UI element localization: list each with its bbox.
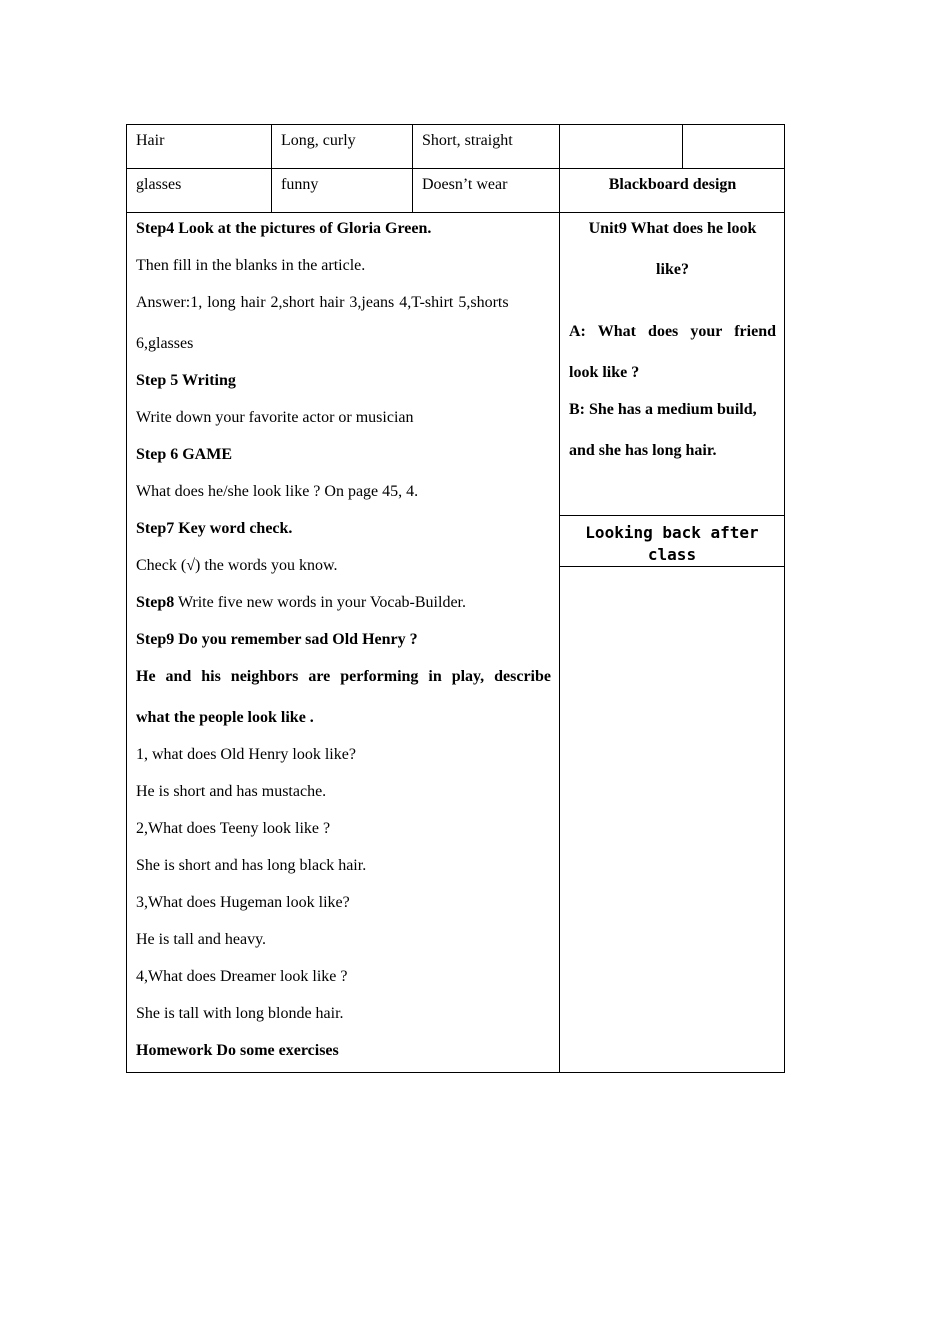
step9-title: Step9 Do you remember sad Old Henry ?	[136, 631, 418, 648]
cell-empty-1	[560, 125, 683, 169]
step7-title: Step7 Key word check.	[136, 520, 293, 537]
answer-4: She is tall with long blonde hair.	[136, 1005, 344, 1022]
step4-answer-line2: 6,glasses	[136, 335, 194, 352]
looking-back-empty-cell	[560, 567, 785, 1073]
question-2: 2,What does Teeny look like ?	[136, 820, 331, 837]
blackboard-design-header: Blackboard design	[560, 169, 785, 213]
step9-desc-line1: He and his neighbors are performing in play, describe	[136, 668, 551, 685]
table-row	[127, 169, 785, 213]
step9-desc-line2: what the people look like .	[136, 709, 314, 726]
board-title-line2: like?	[656, 261, 689, 278]
table-row	[127, 125, 785, 169]
board-title-line1: Unit9 What does he look	[588, 220, 757, 237]
step8-label: Step8	[136, 594, 175, 611]
board-answer-line1: B: She has a medium build,	[569, 401, 757, 418]
step4-answer-line1: Answer:1, long hair 2,short hair 3,jeans 4,T-shirt 5,shorts	[136, 294, 509, 311]
board-question-line2: look like ?	[569, 364, 640, 381]
question-4: 4,What does Dreamer look like ?	[136, 968, 348, 985]
question-1: 1, what does Old Henry look like?	[136, 746, 356, 763]
step6-text: What does he/she look like ? On page 45, 4.	[136, 483, 419, 500]
step5-title: Step 5 Writing	[136, 372, 236, 389]
question-3: 3,What does Hugeman look like?	[136, 894, 350, 911]
lesson-plan-table	[126, 124, 785, 1073]
cell-long-curly: Long, curly	[272, 125, 413, 169]
step4-title: Step4 Look at the pictures of Gloria Green.	[136, 220, 432, 237]
blackboard-cell	[560, 213, 785, 516]
step4-instruction: Then fill in the blanks in the article.	[136, 257, 366, 274]
step8-line	[136, 592, 551, 614]
board-answer-line2: and she has long hair.	[569, 442, 717, 459]
board-question-line1: A: What does your friend	[569, 323, 776, 340]
step6-title: Step 6 GAME	[136, 446, 232, 463]
cell-hair: Hair	[127, 125, 272, 169]
cell-doesnt-wear: Doesn’t wear	[413, 169, 560, 213]
step8-text: Write five new words in your Vocab-Builder.	[174, 594, 466, 611]
looking-back-header: Looking back after class	[560, 516, 785, 567]
cell-funny: funny	[272, 169, 413, 213]
procedure-cell	[127, 213, 560, 1073]
answer-1: He is short and has mustache.	[136, 783, 327, 800]
cell-short-straight: Short, straight	[413, 125, 560, 169]
cell-empty-2	[683, 125, 785, 169]
homework-line: Homework Do some exercises	[136, 1042, 339, 1059]
cell-glasses: glasses	[127, 169, 272, 213]
table-row	[127, 213, 785, 516]
step7-text: Check (√) the words you know.	[136, 557, 338, 574]
answer-3: He is tall and heavy.	[136, 931, 267, 948]
step5-text: Write down your favorite actor or musician	[136, 409, 414, 426]
answer-2: She is short and has long black hair.	[136, 857, 367, 874]
